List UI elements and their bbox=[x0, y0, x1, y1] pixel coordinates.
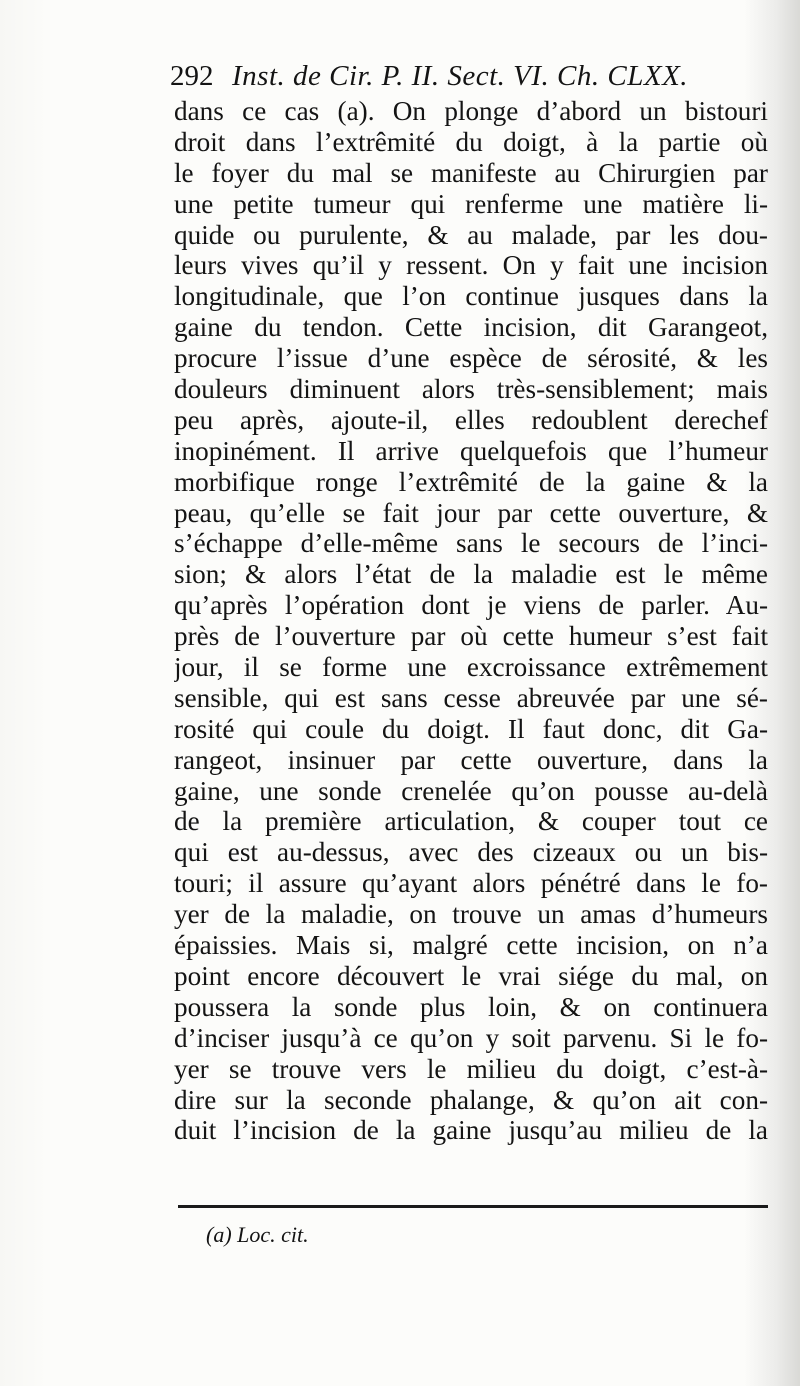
text-line: leurs vives qu’il y ressent. On y fait une incision bbox=[174, 250, 768, 281]
text-line: gaine du tendon. Cette incision, dit Garangeot, bbox=[174, 312, 768, 343]
text-line: qu’après l’opération dont je viens de parler. Au- bbox=[174, 590, 768, 621]
text-line: droit dans l’extrêmité du doigt, à la partie où bbox=[174, 126, 768, 157]
text-line: de la première articulation, & couper tout ce bbox=[174, 806, 768, 837]
text-line: près de l’ouverture par où cette humeur s’est fait bbox=[174, 621, 768, 652]
text-line: longitudinale, que l’on continue jusques dans la bbox=[174, 281, 768, 312]
text-line: yer se trouve vers le milieu du doigt, c’est-à- bbox=[174, 1053, 768, 1084]
text-line: douleurs diminuent alors très-sensiblement; mais bbox=[174, 374, 768, 405]
page-number: 292 bbox=[170, 60, 214, 92]
text-line: point encore découvert le vrai siége du mal, on bbox=[174, 960, 768, 991]
text-line: dans ce cas (a). On plonge d’abord un bistouri bbox=[174, 96, 768, 126]
text-line: duit l’incision de la gaine jusqu’au milieu de la bbox=[174, 1115, 768, 1146]
text-line: quide ou purulente, & au malade, par les dou- bbox=[174, 219, 768, 250]
text-line: touri; il assure qu’ayant alors pénétré dans le fo- bbox=[174, 868, 768, 899]
text-line: procure l’issue d’une espèce de sérosité, & les bbox=[174, 343, 768, 374]
text-line: sion; & alors l’état de la maladie est le même bbox=[174, 559, 768, 590]
footnote-rule bbox=[178, 1205, 768, 1208]
text-line: le foyer du mal se manifeste au Chirurgien par bbox=[174, 157, 768, 188]
text-line: épaissies. Mais si, malgré cette incision, on n’a bbox=[174, 930, 768, 961]
text-line: gaine, une sonde crenelée qu’on pousse au-delà bbox=[174, 775, 768, 806]
text-line: yer de la maladie, on trouve un amas d’humeurs bbox=[174, 899, 768, 930]
text-line: dire sur la seconde phalange, & qu’on ait con- bbox=[174, 1084, 768, 1115]
text-line: d’inciser jusqu’à ce qu’on y soit parvenu. Si le fo- bbox=[174, 1022, 768, 1053]
text-line: poussera la sonde plus loin, & on continuera bbox=[174, 991, 768, 1022]
page-header bbox=[170, 60, 770, 100]
body-text bbox=[174, 96, 768, 1146]
text-line: jour, il se forme une excroissance extrêmement bbox=[174, 652, 768, 683]
text-line: qui est au-dessus, avec des cizeaux ou un bis- bbox=[174, 837, 768, 868]
text-line: peu après, ajoute-il, elles redoublent derechef bbox=[174, 404, 768, 435]
text-line: une petite tumeur qui renferme une matière li- bbox=[174, 188, 768, 219]
text-line: rangeot, insinuer par cette ouverture, dans la bbox=[174, 744, 768, 775]
text-line: rosité qui coule du doigt. Il faut donc, dit Ga- bbox=[174, 713, 768, 744]
text-line: s’échappe d’elle-même sans le secours de l’inci- bbox=[174, 528, 768, 559]
running-head: Inst. de Cir. P. II. Sect. VI. Ch. CLXX. bbox=[232, 60, 689, 92]
footnote: (a) Loc. cit. bbox=[206, 1222, 309, 1247]
text-line: inopinément. Il arrive quelquefois que l’humeur bbox=[174, 435, 768, 466]
text-line: morbifique ronge l’extrêmité de la gaine & la bbox=[174, 466, 768, 497]
text-line: peau, qu’elle se fait jour par cette ouverture, & bbox=[174, 497, 768, 528]
text-line: sensible, qui est sans cesse abreuvée par une sé- bbox=[174, 682, 768, 713]
